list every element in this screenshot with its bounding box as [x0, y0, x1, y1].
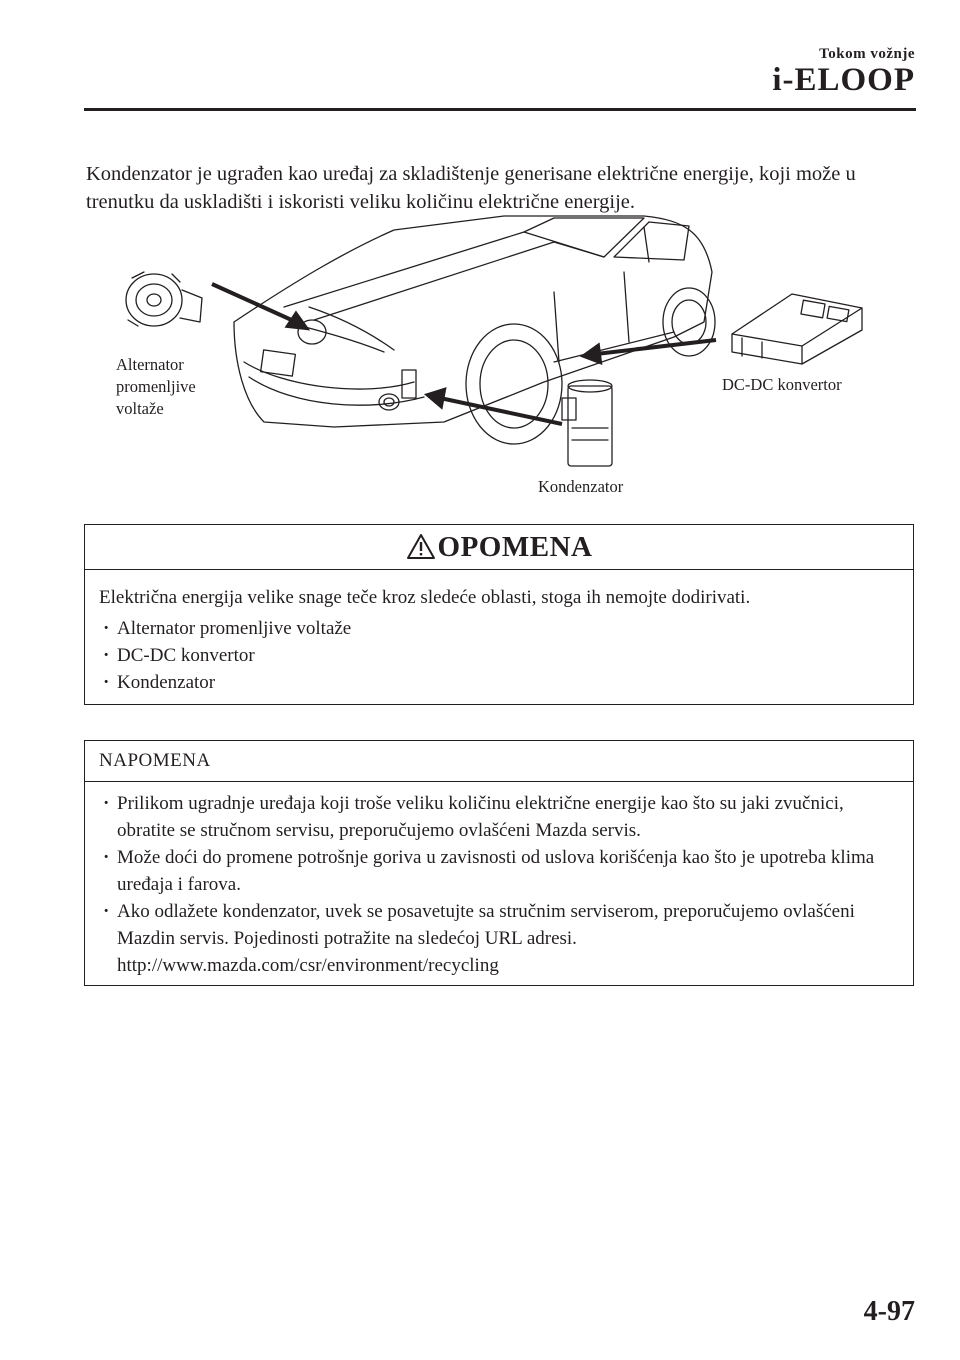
list-item: · DC-DC konvertor	[99, 642, 899, 669]
header-section: Tokom vožnje	[819, 46, 915, 62]
warning-list	[99, 615, 899, 696]
page-number: 4-97	[863, 1296, 915, 1327]
car-illustration	[84, 212, 884, 512]
intro-paragraph: Kondenzator je ugrađen kao uređaj za skladištenje generisane električne energije, koji može u trenutku da uskladišti i iskoristi veliku količinu električne energije.	[86, 163, 856, 213]
warning-box	[84, 524, 914, 705]
list-item: · Ako odlažete kondenzator, uvek se posavetujte sa stručnim serviserom, preporučujemo ovlašćeni Mazdin servis. Pojedinosti potražite na sledećoj URL adresi. http://www.mazda.com/csr/environment/recycling	[99, 898, 899, 979]
note-list	[99, 790, 899, 979]
list-item: · Prilikom ugradnje uređaja koji troše veliku količinu električne energije kao što su jaki zvučnici, obratite se stručnom servisu, preporučujemo ovlašćeni Mazda servis.	[99, 790, 899, 844]
label-dcdc-converter: DC-DC konvertor	[722, 375, 842, 394]
label-capacitor: Kondenzator	[538, 477, 624, 496]
note-body	[85, 782, 913, 985]
list-item: · Može doći do promene potrošnje goriva u zavisnosti od uslova korišćenja kao što je upotreba klima uređaja i farova.	[99, 844, 899, 898]
header-rule	[84, 108, 916, 111]
list-item: · Kondenzator	[99, 669, 899, 696]
header-title: i-ELOOP	[772, 62, 915, 98]
warning-triangle-icon	[406, 533, 436, 560]
list-item: · Alternator promenljive voltaže	[99, 615, 899, 642]
component-diagram	[84, 212, 884, 512]
warning-body	[85, 570, 913, 704]
label-alternator: Alternator promenljive voltaže	[116, 355, 196, 418]
warning-title: OPOMENA	[437, 531, 593, 563]
warning-text: Električna energija velike snage teče kroz sledeće oblasti, stoga ih nemojte dodirivati.	[99, 587, 751, 608]
note-box	[84, 740, 914, 986]
note-header: NAPOMENA	[85, 741, 913, 782]
warning-header	[85, 525, 913, 570]
